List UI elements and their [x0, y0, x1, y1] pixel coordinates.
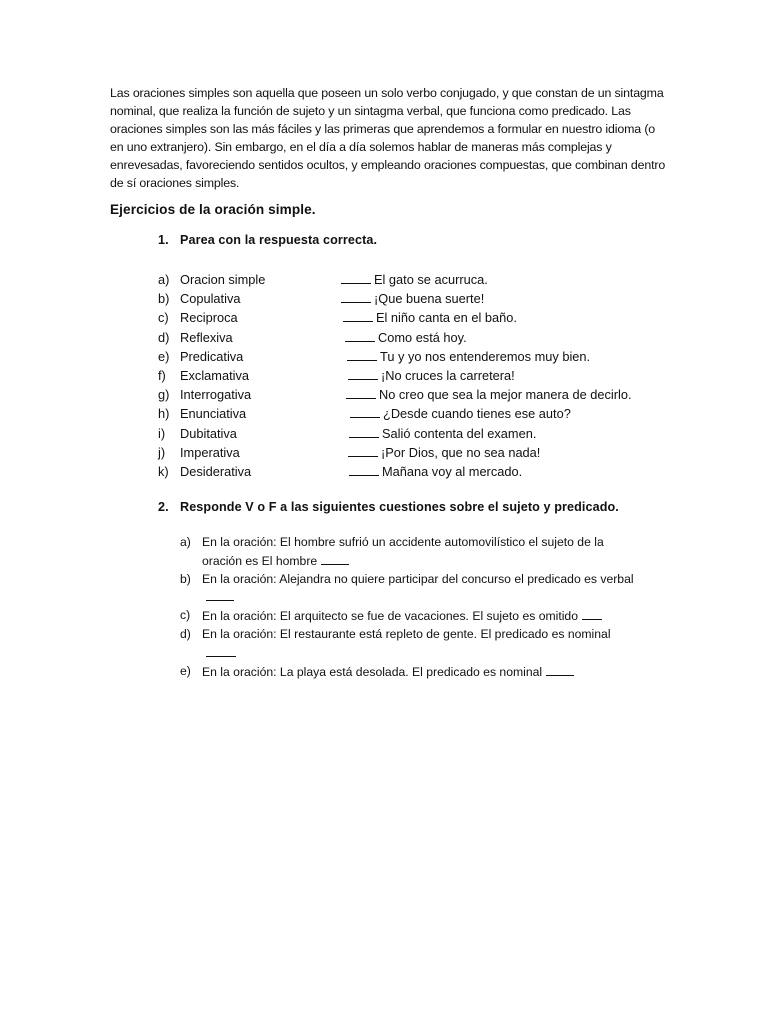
tf-letter: d): [180, 627, 191, 642]
match-answer-text: Mañana voy al mercado.: [382, 463, 523, 479]
answer-blank[interactable]: [349, 462, 379, 476]
match-answer: [341, 270, 488, 289]
match-answer-text: ¿Desde cuando tienes ese auto?: [383, 406, 571, 422]
match-answer-text: Tu y yo nos entenderemos muy bien.: [380, 348, 591, 364]
answer-blank[interactable]: [348, 443, 378, 457]
match-answer: [350, 404, 571, 423]
match-term: Copulativa: [180, 291, 241, 307]
answer-blank[interactable]: [345, 328, 375, 342]
tf-item: [180, 534, 640, 570]
answer-blank[interactable]: [349, 424, 379, 438]
tf-statement: En la oración: La playa está desolada. El predicado es nominal: [202, 664, 543, 679]
match-answer-text: Como está hoy.: [378, 329, 467, 345]
tf-statement: En la oración: El restaurante está repleto de gente. El predicado es nominal: [202, 627, 611, 642]
answer-blank[interactable]: [343, 308, 373, 322]
answer-blank[interactable]: [206, 588, 234, 601]
match-answer: [341, 289, 484, 308]
tf-statement: En la oración: El arquitecto se fue de vacaciones. El sujeto es omitido: [202, 609, 578, 624]
match-term: Imperativa: [180, 444, 240, 460]
match-answer-text: El gato se acurruca.: [374, 272, 488, 287]
answer-blank[interactable]: [546, 663, 574, 676]
match-answer: [345, 328, 467, 347]
match-term: Reflexiva: [180, 329, 233, 345]
match-row: [158, 308, 718, 327]
match-row: [158, 347, 718, 366]
answer-blank[interactable]: [347, 347, 377, 361]
match-row: [158, 443, 718, 462]
match-row: [158, 424, 718, 443]
tf-item: [180, 663, 640, 682]
match-answer-text: ¡Que buena suerte!: [374, 291, 485, 307]
match-letter: i): [158, 425, 166, 441]
intro-paragraph-block: [110, 84, 670, 192]
match-answer-text: El niño canta en el baño.: [376, 310, 517, 326]
tf-letter: a): [180, 535, 191, 549]
match-row: [158, 289, 718, 308]
section-title: Ejercicios de la oración simple.: [110, 202, 316, 217]
answer-blank[interactable]: [582, 607, 602, 620]
match-answer-text: ¡Por Dios, que no sea nada!: [381, 444, 541, 460]
match-answer-text: No creo que sea la mejor manera de decirlo.: [379, 387, 632, 403]
match-row: [158, 385, 718, 404]
match-answer: [347, 347, 590, 366]
true-false-list: [180, 534, 640, 682]
tf-statement: En la oración: Alejandra no quiere participar del concurso el predicado es verbal: [202, 571, 634, 586]
match-row: [158, 270, 718, 289]
match-answer: [348, 366, 515, 385]
match-letter: a): [158, 272, 170, 287]
match-term: Exclamativa: [180, 367, 249, 383]
question-2-title: Responde V o F a las siguientes cuestiones sobre el sujeto y predicado.: [180, 500, 619, 514]
answer-blank[interactable]: [341, 270, 371, 284]
answer-blank[interactable]: [321, 552, 349, 565]
match-row: [158, 404, 718, 423]
match-term: Enunciativa: [180, 406, 247, 422]
question-1-number: 1.: [158, 233, 169, 247]
tf-letter: c): [180, 608, 191, 623]
match-answer: [348, 443, 540, 462]
answer-blank[interactable]: [350, 404, 380, 418]
answer-blank[interactable]: [348, 366, 378, 380]
match-letter: g): [158, 387, 170, 403]
match-letter: e): [158, 348, 170, 364]
match-term: Dubitativa: [180, 425, 237, 441]
match-letter: h): [158, 406, 170, 422]
match-term: Reciproca: [180, 310, 238, 326]
match-letter: d): [158, 329, 170, 345]
match-answer: [349, 462, 522, 481]
match-answer: [349, 424, 536, 443]
match-letter: b): [158, 291, 170, 307]
answer-blank[interactable]: [346, 385, 376, 399]
tf-item: [180, 607, 640, 626]
tf-item: [180, 626, 640, 662]
tf-letter: e): [180, 663, 191, 678]
match-answer: [343, 308, 517, 327]
question-1-title: Parea con la respuesta correcta.: [180, 233, 378, 247]
match-term: Predicativa: [180, 348, 244, 364]
match-answer-text: Salió contenta del examen.: [382, 425, 537, 441]
match-letter: f): [158, 367, 166, 383]
question-2-heading: [158, 500, 619, 514]
match-term: Oracion simple: [180, 272, 266, 287]
match-row: [158, 328, 718, 347]
tf-letter: b): [180, 571, 191, 586]
match-letter: c): [158, 310, 169, 326]
match-letter: k): [158, 463, 169, 479]
tf-item: [180, 571, 640, 607]
question-2-number: 2.: [158, 500, 169, 514]
tf-statement: En la oración: El hombre sufrió un accidente automovilístico el sujeto de la oración es El hombre: [202, 535, 604, 568]
match-term: Interrogativa: [180, 387, 252, 403]
match-term: Desiderativa: [180, 463, 252, 479]
match-answer-text: ¡No cruces la carretera!: [381, 367, 515, 383]
match-row: [158, 366, 718, 385]
question-1-heading: [158, 233, 377, 247]
match-row: [158, 462, 718, 481]
matching-list: [158, 270, 718, 481]
match-letter: j): [158, 444, 166, 460]
answer-blank[interactable]: [341, 289, 371, 303]
match-answer: [346, 385, 632, 404]
intro-paragraph: Las oraciones simples son aquella que poseen un solo verbo conjugado, y que constan de un sintagma nominal, que realiza la función de sujeto y un sintagma verbal, que funciona como predicado. Las oraciones simples son las más fáciles y las primeras que aprendemos a formular en nuestro idioma (o en uno extranjero). Sin embargo, en el día a día solemos hablar de maneras más complejas y enrevesadas, favoreciendo sentidos ocultos, y empleando oraciones compuestas, que combinan dentro de sí oraciones simples.: [110, 86, 666, 190]
answer-blank[interactable]: [206, 644, 236, 657]
